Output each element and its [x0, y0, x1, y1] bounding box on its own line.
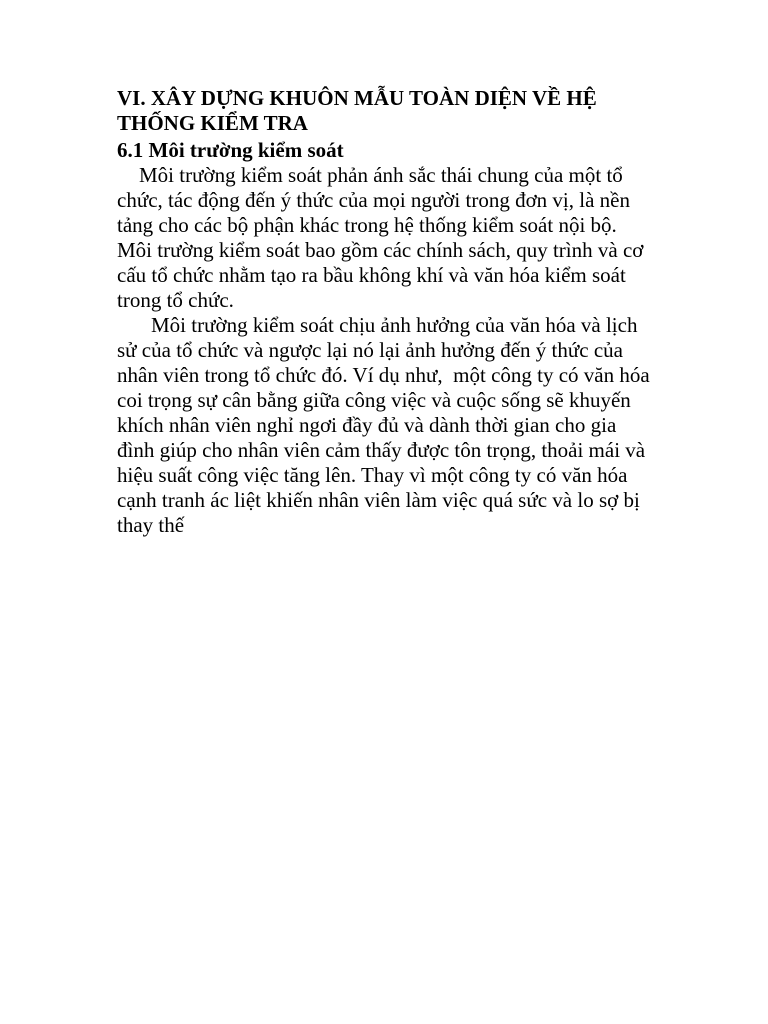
section-heading: VI. XÂY DỰNG KHUÔN MẪU TOÀN DIỆN VỀ HỆ THỐNG KIỂM TRA: [117, 86, 597, 135]
paragraph-2: Môi trường kiểm soát chịu ảnh hưởng của văn hóa và lịch sử của tổ chức và ngược lại nó lại ảnh hưởng đến ý thức của nhân viên trong tổ chức đó. Ví dụ như, một công ty có văn hóa coi trọng sự cân bằng giữa công việc và cuộc sống sẽ khuyến khích nhân viên nghỉ ngơi đầy đủ và dành thời gian cho gia đình giúp cho nhân viên cảm thấy được tôn trọng, thoải mái và hiệu suất công việc tăng lên. Thay vì một công ty có văn hóa cạnh tranh ác liệt khiến nhân viên làm việc quá sức và lo sợ bị thay thế: [117, 313, 655, 537]
subsection-heading: 6.1 Môi trường kiểm soát: [117, 138, 344, 162]
paragraph-1: Môi trường kiểm soát phản ánh sắc thái chung của một tổ chức, tác động đến ý thức của mọi người trong đơn vị, là nền tảng cho các bộ phận khác trong hệ thống kiểm soát nội bộ. Môi trường kiểm soát bao gồm các chính sách, quy trình và cơ cấu tổ chức nhằm tạo ra bầu không khí và văn hóa kiểm soát trong tổ chức.: [117, 163, 649, 312]
document-page: [117, 86, 657, 538]
